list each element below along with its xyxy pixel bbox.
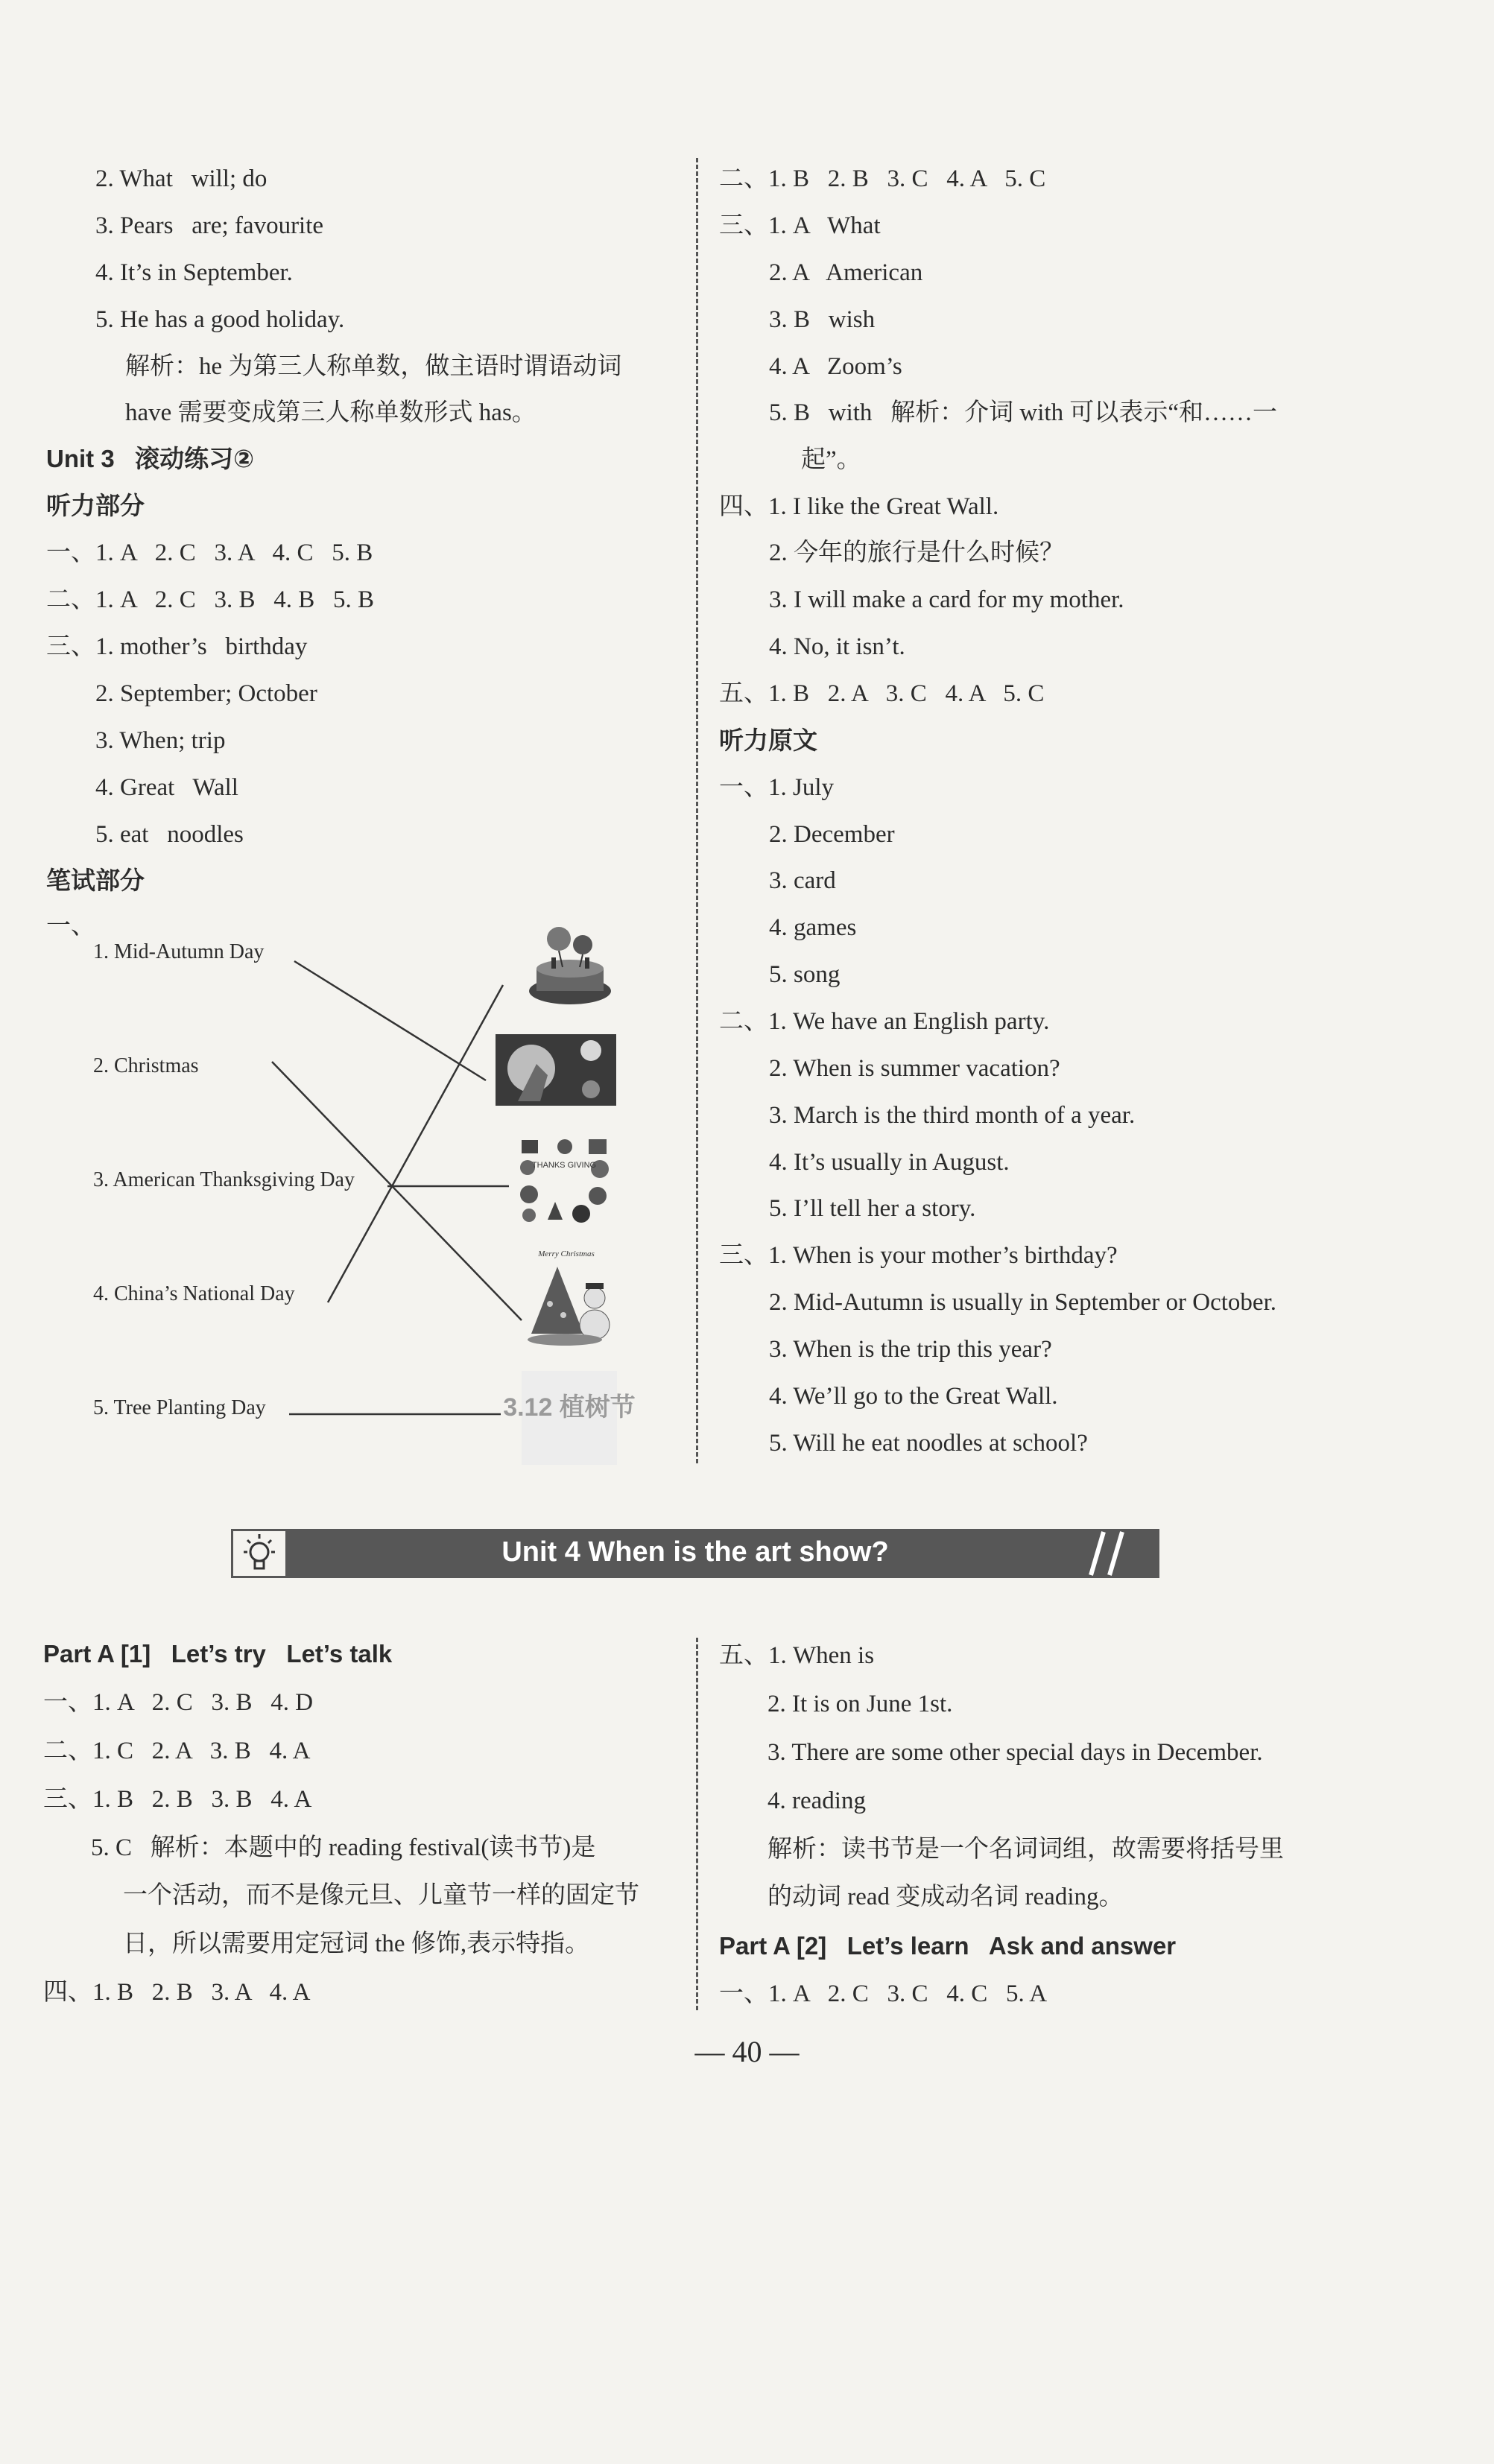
script-line-13: 3. When is the trip this year? <box>769 1336 1052 1363</box>
listening-heading: 听力部分 <box>46 492 145 519</box>
script-line-11: 三、1. When is your mother’s birthday? <box>719 1242 1118 1269</box>
unit4-banner <box>231 1529 1159 1578</box>
partA1-line-4: 5. C 解析：本题中的 reading festival(读书节)是 <box>91 1834 596 1861</box>
match-item-1: 1. Mid-Autumn Day <box>93 940 265 963</box>
partA1-line-7: 四、1. B 2. B 3. A 4. A <box>43 1979 311 2006</box>
listening-answer-line-3: 三、1. mother’s birthday <box>46 633 308 660</box>
christmas-tree-picture <box>520 1244 617 1349</box>
script-line-10: 5. I’ll tell her a story. <box>769 1195 976 1222</box>
script-line-3: 3. card <box>769 867 836 894</box>
listening-answer-line-1: 一、1. A 2. C 3. A 4. C 5. B <box>46 539 373 566</box>
slash-decoration-icon <box>1085 1529 1130 1578</box>
answer-line-1: 2. What will; do <box>95 165 268 192</box>
listening-answer-line-6: 4. Great Wall <box>95 774 238 801</box>
script-line-12: 2. Mid-Autumn is usually in September or October. <box>769 1289 1276 1316</box>
right-lower-line-1: 五、1. When is <box>719 1642 875 1669</box>
match-item-4: 4. China’s National Day <box>93 1282 295 1305</box>
listening-answer-line-2: 二、1. A 2. C 3. B 4. B 5. B <box>46 586 375 613</box>
match-item-5: 5. Tree Planting Day <box>93 1396 266 1419</box>
christmas-picture-text: Merry Christmas <box>538 1250 595 1258</box>
listening-answer-line-5: 3. When; trip <box>95 727 226 754</box>
match-line-4 <box>328 985 503 1302</box>
right-lower-line-5: 解析：读书节是一个名词词组，故需要将括号里 <box>767 1836 1284 1863</box>
written-heading: 笔试部分 <box>46 867 145 894</box>
script-line-2: 2. December <box>769 821 895 848</box>
right-answer-line-6: 5. B with 解析：介词 with 可以表示“和……一 <box>769 399 1277 426</box>
column-divider-bottom <box>696 1638 698 2010</box>
match-item-3: 3. American Thanksgiving Day <box>93 1168 355 1191</box>
thanksgiving-picture-text: THANKS GIVING <box>531 1161 597 1170</box>
unit4-title: Unit 4 When is the art show? <box>501 1536 889 1568</box>
script-line-1: 一、1. July <box>719 774 835 801</box>
script-line-15: 5. Will he eat noodles at school? <box>769 1430 1088 1457</box>
match-line-2 <box>272 1062 522 1320</box>
answer-line-4: 5. He has a good holiday. <box>95 306 345 333</box>
answer-line-6: have 需要变成第三人称单数形式 has。 <box>125 399 536 426</box>
right-lower-line-3: 3. There are some other special days in December. <box>767 1739 1263 1766</box>
right-lower-line-4: 4. reading <box>767 1787 866 1814</box>
right-lower-line-6: 的动词 read 变成动名词 reading。 <box>767 1884 1124 1910</box>
listening-answer-line-4: 2. September; October <box>95 680 317 707</box>
partA2-answer-line: 一、1. A 2. C 3. C 4. C 5. A <box>719 1980 1048 2007</box>
matching-prefix: 一、 <box>46 913 95 940</box>
answer-line-2: 3. Pears are; favourite <box>95 212 324 239</box>
right-answer-line-5: 4. A Zoom’s <box>769 353 902 380</box>
script-line-5: 5. song <box>769 961 841 988</box>
answer-line-5: 解析：he 为第三人称单数，做主语时谓语动词 <box>125 353 622 380</box>
partA2-heading: Part A [2] Let’s learn Ask and answer <box>719 1932 1177 1960</box>
script-line-8: 3. March is the third month of a year. <box>769 1102 1136 1129</box>
script-line-4: 4. games <box>769 914 857 941</box>
right-lower-line-2: 2. It is on June 1st. <box>767 1691 953 1717</box>
match-item-2: 2. Christmas <box>93 1054 199 1077</box>
script-line-9: 4. It’s usually in August. <box>769 1149 1010 1176</box>
right-answer-line-1: 二、1. B 2. B 3. C 4. A 5. C <box>719 165 1046 192</box>
right-answer-line-9: 2. 今年的旅行是什么时候？ <box>769 539 1064 566</box>
script-line-7: 2. When is summer vacation? <box>769 1055 1060 1082</box>
birthday-cake-picture <box>522 916 618 1013</box>
partA1-line-3: 三、1. B 2. B 3. B 4. A <box>43 1786 312 1813</box>
tree-planting-picture-text: 3.12 植树节 <box>503 1393 636 1422</box>
right-answer-line-12: 五、1. B 2. A 3. C 4. A 5. C <box>719 680 1045 707</box>
page-number: — 40 — <box>694 2035 800 2068</box>
right-answer-line-11: 4. No, it isn’t. <box>769 633 905 660</box>
moon-festival-picture <box>496 1034 616 1106</box>
partA1-line-6: 日，所以需要用定冠词 the 修饰,表示特指。 <box>123 1931 590 1957</box>
unit3-heading: Unit 3 滚动练习② <box>46 445 255 472</box>
right-answer-line-7: 起”。 <box>801 446 861 473</box>
partA1-line-2: 二、1. C 2. A 3. B 4. A <box>43 1738 311 1764</box>
answer-line-3: 4. It’s in September. <box>95 259 293 286</box>
right-answer-line-8: 四、1. I like the Great Wall. <box>719 493 999 520</box>
match-line-1 <box>294 961 486 1080</box>
thanksgiving-picture <box>514 1136 615 1226</box>
listening-text-heading: 听力原文 <box>719 726 817 754</box>
tree-planting-picture <box>503 1371 636 1465</box>
right-answer-line-3: 2. A American <box>769 259 923 286</box>
partA1-line-5: 一个活动，而不是像元旦、儿童节一样的固定节 <box>123 1882 639 1909</box>
script-line-14: 4. We’ll go to the Great Wall. <box>769 1383 1058 1410</box>
script-line-6: 二、1. We have an English party. <box>719 1008 1050 1035</box>
right-answer-line-2: 三、1. A What <box>719 212 881 239</box>
listening-answer-line-7: 5. eat noodles <box>95 821 244 848</box>
partA1-line-1: 一、1. A 2. C 3. B 4. D <box>43 1689 314 1716</box>
partA1-heading: Part A [1] Let’s try Let’s talk <box>43 1640 393 1668</box>
right-answer-line-4: 3. B wish <box>769 306 876 333</box>
right-answer-line-10: 3. I will make a card for my mother. <box>769 586 1124 613</box>
